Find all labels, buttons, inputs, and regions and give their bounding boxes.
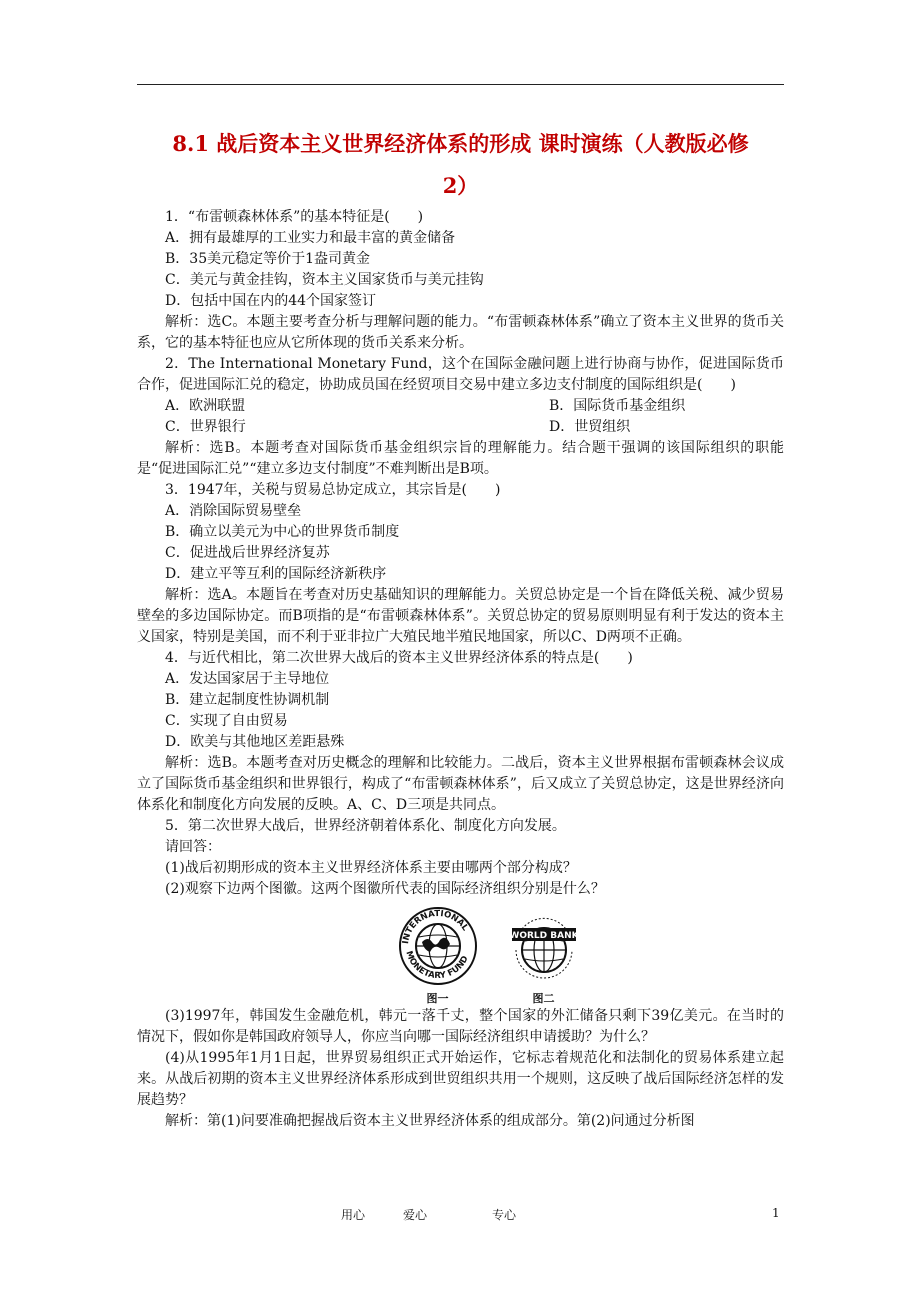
imf-emblem-icon xyxy=(398,906,478,986)
question-2-stem: 2．The International Monetary Fund，这个在国际金融问题上进行协商与协作，促进国际货币合作，促进国际汇兑的稳定，协助成员国在经贸项目交易中建立多边支付制度的国际组织是( ) xyxy=(137,356,784,393)
q2-options-row-1 xyxy=(137,396,784,417)
world-bank-emblem-icon xyxy=(504,906,584,986)
q1-option-d: D．包括中国在内的44个国家签订 xyxy=(165,293,377,309)
header-rule xyxy=(137,84,784,85)
figure-1 xyxy=(398,906,478,1006)
q3-option-c: C．促进战后世界经济复苏 xyxy=(165,545,330,561)
q4-option-a: A．发达国家居于主导地位 xyxy=(165,671,330,687)
question-3-stem: 3．1947年，关税与贸易总协定成立，其宗旨是( ) xyxy=(165,482,501,498)
page-number: 1 xyxy=(772,1206,780,1220)
q2-option-a: A．欧洲联盟 xyxy=(165,398,246,414)
q2-option-d: D．世贸组织 xyxy=(549,419,631,435)
q1-option-b: B．35美元稳定等价于1盎司黄金 xyxy=(165,251,371,267)
figure-1-caption: 图一 xyxy=(426,992,449,1005)
question-4-stem: 4．与近代相比，第二次世界大战后的资本主义世界经济体系的特点是( ) xyxy=(165,650,633,666)
emblem-figures xyxy=(137,906,784,1006)
document-body xyxy=(137,207,784,1132)
page-title-line2: 2） xyxy=(442,173,479,198)
q4-option-b: B．建立起制度性协调机制 xyxy=(165,692,330,708)
imf-emblem-text: INTERNATIONAL xyxy=(400,908,470,945)
q2-option-c: C．世界银行 xyxy=(165,419,246,435)
q3-option-b: B．确立以美元为中心的世界货币制度 xyxy=(165,524,400,540)
q4-analysis: 解析：选B。本题考查对历史概念的理解和比较能力。二战后，资本主义世界根据布雷顿森林会议成立了国际货币基金组织和世界银行，构成了“布雷顿森林体系”，后又成立了关贸总协定，这是世界经济向体系化和制度化方向发展的反映。A、C、D三项是共同点。 xyxy=(137,755,784,813)
q5-sub-3: (3)1997年，韩国发生金融危机，韩元一落千丈，整个国家的外汇储备只剩下39亿美元。在当时的情况下，假如你是韩国政府领导人，你应当向哪一国际经济组织申请援助？为什么？ xyxy=(137,1008,784,1045)
world-bank-emblem-text: WORLD BANK xyxy=(508,931,579,941)
q5-sub-4: (4)从1995年1月1日起，世界贸易组织正式开始运作，它标志着规范化和法制化的贸易体系建立起来。从战后初期的资本主义世界经济体系形成到世贸组织共用一个规则，这反映了战后国际经济怎样的发展趋势？ xyxy=(137,1050,784,1108)
q2-options-row-2 xyxy=(137,417,784,438)
q4-option-c: C．实现了自由贸易 xyxy=(165,713,288,729)
q5-analysis: 解析：第(1)问要准确把握战后资本主义世界经济体系的组成部分。第(2)问通过分析图 xyxy=(165,1113,695,1129)
q5-ask: 请回答： xyxy=(165,839,221,855)
q1-option-a: A．拥有最雄厚的工业实力和最丰富的黄金储备 xyxy=(165,230,456,246)
question-5-stem: 5．第二次世界大战后，世界经济朝着体系化、制度化方向发展。 xyxy=(165,818,566,834)
q5-sub-2: (2)观察下边两个图徽。这两个图徽所代表的国际经济组织分别是什么？ xyxy=(165,881,605,897)
page-title-line1: 8.1 战后资本主义世界经济体系的形成 课时演练（人教版必修 xyxy=(172,131,749,156)
figure-2-caption: 图二 xyxy=(532,992,555,1005)
q3-analysis: 解析：选A。本题旨在考查对历史基础知识的理解能力。关贸总协定是一个旨在降低关税、减少贸易壁垒的多边国际协定。而B项指的是“布雷顿森林体系”。关贸总协定的贸易原则明显有利于发达的资本主义国家，特别是美国，而不利于亚非拉广大殖民地半殖民地国家，所以C、D两项不正确。 xyxy=(137,587,784,645)
footer-word-3: 专心 xyxy=(492,1208,517,1222)
q2-analysis: 解析：选B。本题考查对国际货币基金组织宗旨的理解能力。结合题干强调的该国际组织的职能是“促进国际汇兑”“建立多边支付制度”不难判断出是B项。 xyxy=(137,440,784,477)
q3-option-d: D．建立平等互利的国际经济新秩序 xyxy=(165,566,387,582)
footer-word-2: 爱心 xyxy=(403,1208,428,1222)
q1-analysis: 解析：选C。本题主要考查分析与理解问题的能力。“布雷顿森林体系”确立了资本主义世界的货币关系，它的基本特征也应从它所体现的货币关系来分析。 xyxy=(137,314,784,351)
figure-2 xyxy=(504,906,584,1006)
q1-option-c: C．美元与黄金挂钩，资本主义国家货币与美元挂钩 xyxy=(165,272,484,288)
q4-option-d: D．欧美与其他地区差距悬殊 xyxy=(165,734,345,750)
question-1-stem: 1．“布雷顿森林体系”的基本特征是( ) xyxy=(165,209,424,225)
q5-sub-1: (1)战后初期形成的资本主义世界经济体系主要由哪两个部分构成？ xyxy=(165,860,577,876)
q3-option-a: A．消除国际贸易壁垒 xyxy=(165,503,302,519)
q2-option-b: B．国际货币基金组织 xyxy=(549,398,686,414)
svg-text:MONETARY FUND: MONETARY FUND xyxy=(402,949,471,982)
footer-word-1: 用心 xyxy=(341,1208,366,1222)
